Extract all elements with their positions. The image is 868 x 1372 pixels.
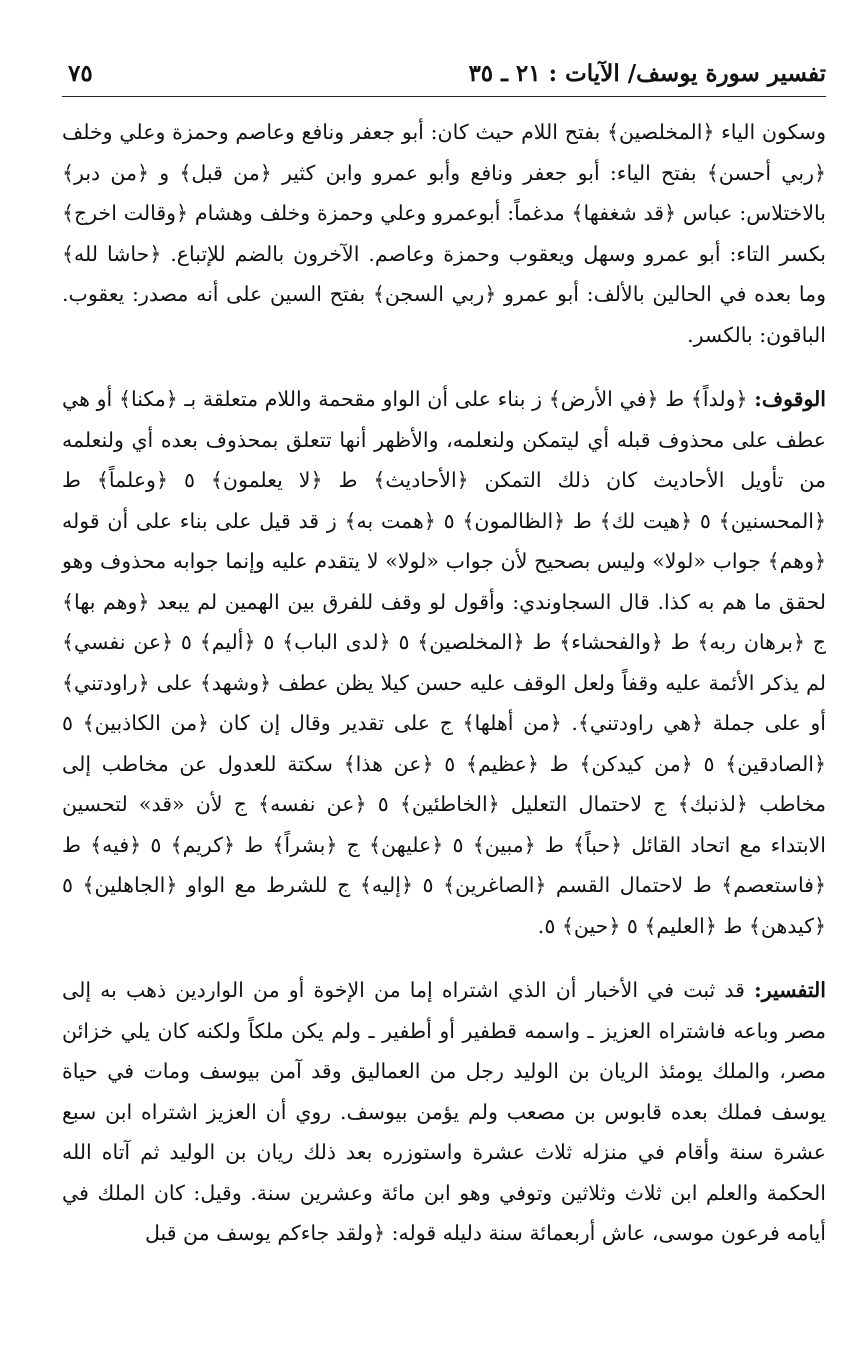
page-header [62, 56, 826, 97]
paragraph-text: وسكون الياء ﴿المخلصين﴾ بفتح اللام حيث كان: أبو جعفر ونافع وعاصم وحمزة وعلي وخلف ﴿ربي أحسن﴾ بفتح الياء: أبو جعفر ونافع وأبو عمرو وابن كثير ﴿من قبل﴾ و ﴿من دبر﴾ بالاختلاس: عباس ﴿قد شغفها﴾ مدغماً: أبوعمرو وعلي وحمزة وخلف وهشام ﴿وقالت اخرج﴾ بكسر التاء: أبو عمرو وسهل ويعقوب وحمزة وعاصم. الآخرون بالضم للإتباع. ﴿حاشا لله﴾ وما بعده في الحالين بالألف: أبو عمرو ﴿ربي السجن﴾ بفتح السين على أنه مصدر: يعقوب. الباقون: بالكسر. [62, 120, 826, 347]
paragraph-pauses [62, 379, 826, 946]
paragraph-text: ﴿ولداً﴾ ط ﴿في الأرض﴾ ز بناء على أن الواو مقحمة واللام متعلقة بـ ﴿مكنا﴾ أو هي عطف على محذوف قبله أي ليتمكن ولنعلمه، والأظهر أنها تتعلق بمحذوف بعده أي ولنعلمه من تأويل الأحاديث كان ذلك التمكن ﴿الأحاديث﴾ ط ﴿لا يعلمون﴾ ٥ ﴿وعلماً﴾ ط ﴿المحسنين﴾ ٥ ﴿هيت لك﴾ ط ﴿الظالمون﴾ ٥ ﴿همت به﴾ ز قد قيل على بناء على أن قوله ﴿وهم﴾ جواب «لولا» وليس بصحيح لأن جواب «لولا» لا يتقدم عليه وإنما جوابه محذوف وهو لحقق ما هم به كذا. قال السجاوندي: وأقول لو وقف للفرق بين الهمين لم يبعد ﴿وهم بها﴾ ج ﴿برهان ربه﴾ ط ﴿والفحشاء﴾ ط ﴿المخلصين﴾ ٥ ﴿لدى الباب﴾ ٥ ﴿أليم﴾ ٥ ﴿عن نفسي﴾ لم يذكر الأئمة عليه وقفاً ولعل الوقف عليه حسن كيلا يظن عطف ﴿وشهد﴾ على ﴿راودتني﴾ أو على جملة ﴿هي راودتني﴾. ﴿من أهلها﴾ ج على تقدير وقال إن كان ﴿من الكاذبين﴾ ٥ ﴿الصادقين﴾ ٥ ﴿من كيدكن﴾ ط ﴿عظيم﴾ ٥ ﴿عن هذا﴾ سكتة للعدول عن مخاطب إلى مخاطب ﴿لذنبك﴾ ج لاحتمال التعليل ﴿الخاطئين﴾ ٥ ﴿عن نفسه﴾ ج لأن «قد» لتحسين الابتداء مع اتحاد القائل ﴿حباً﴾ ط ﴿مبين﴾ ٥ ﴿عليهن﴾ ج ﴿بشراً﴾ ط ﴿كريم﴾ ٥ ﴿فيه﴾ ط ﴿فاستعصم﴾ ط لاحتمال القسم ﴿الصاغرين﴾ ٥ ﴿إليه﴾ ج للشرط مع الواو ﴿الجاهلين﴾ ٥ ﴿كيدهن﴾ ط ﴿العليم﴾ ٥ ﴿حين﴾ ٥. [62, 387, 827, 938]
paragraph-text: قد ثبت في الأخبار أن الذي اشتراه إما من الإخوة أو من الواردين ذهب به إلى مصر وباعه فاشتراه العزيز ـ واسمه قطفير أو أطفير ـ ولم يكن ملكاً ولكنه كان يلي خزائن مصر، والملك يومئذ الريان بن الوليد رجل من العماليق وقد آمن بيوسف ومات في حياة يوسف فملك بعده قابوس بن مصعب ولم يؤمن بيوسف. روي أن العزيز اشتراه ابن سبع عشرة سنة وأقام في منزله ثلاث عشرة واستوزره بعد ذلك ريان بن الوليد ثم آتاه الله الحكمة والعلم ابن ثلاث وثلاثين وتوفي وهو ابن مائة وعشرين سنة. وقيل: كان الملك في أيامه فرعون موسى، عاش أربعمائة سنة دليله قوله: ﴿ولقد جاءكم يوسف من قبل [62, 978, 826, 1245]
paragraph-tafsir [62, 970, 826, 1254]
running-title: تفسير سورة يوسف/ الآيات : ٢١ ـ ٣٥ [468, 60, 826, 87]
page-number: ٧٥ [68, 60, 93, 87]
paragraph-readings [62, 112, 826, 355]
page-body [62, 112, 826, 1254]
paragraph-lead: التفسير: [754, 978, 826, 1002]
paragraph-lead: الوقوف: [754, 387, 826, 411]
